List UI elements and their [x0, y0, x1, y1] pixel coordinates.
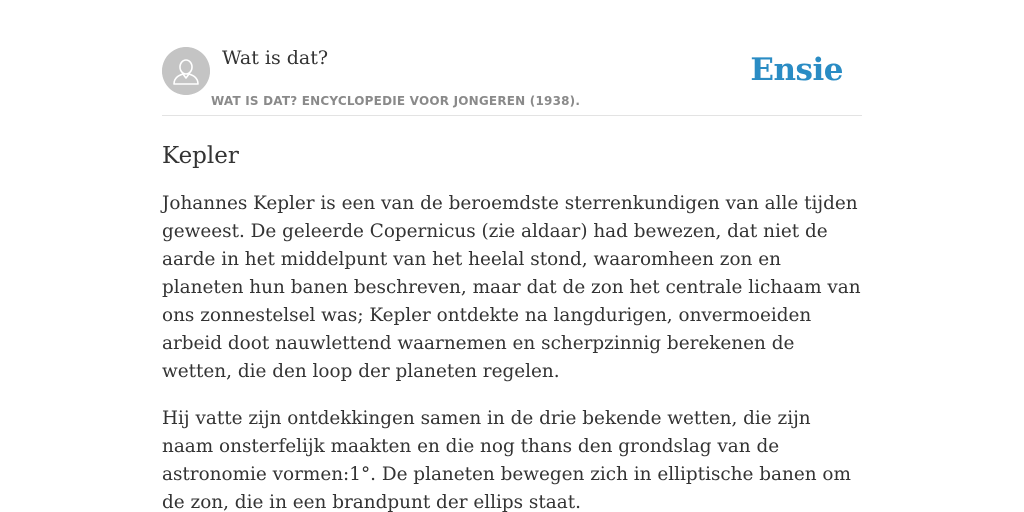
source-subtitle[interactable]: WAT IS DAT? ENCYCLOPEDIE VOOR JONGEREN (1938).: [211, 94, 581, 108]
brand-logo[interactable]: Ensie: [750, 52, 843, 88]
source-header: [162, 0, 862, 116]
article-title: Kepler: [162, 143, 239, 169]
source-title[interactable]: Wat is dat?: [222, 47, 329, 69]
user-icon[interactable]: [162, 47, 210, 95]
content-column: [162, 0, 862, 512]
article-paragraph: Johannes Kepler is een van de beroemdste sterrenkundigen van alle tijden geweest. De geleerde Copernicus (zie aldaar) had bewezen, dat niet de aarde in het middelpunt van het heelal stond, waaromheen zon en planeten hun banen beschreven, maar dat de zon het centrale lichaam van ons zonnestelsel was; Kepler ontdekte na langdurigen, onvermoeiden arbeid doot nauwlettend waarnemen en scherpzinnig berekenen de wetten, die den loop der planeten regelen.: [162, 193, 861, 382]
article-paragraph: Hij vatte zijn ontdekkingen samen in de drie bekende wetten, die zijn naam onsterfelijk maakten en die nog thans den grondslag van de astronomie vormen:1°. De planeten bewegen zich in elliptische banen om de zon, die in een brandpunt der ellips staat.: [162, 408, 851, 512]
